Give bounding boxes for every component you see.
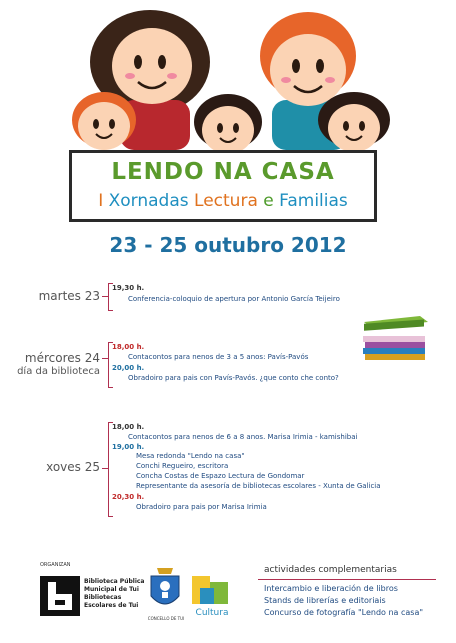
event-description: Conferencia-coloquio de apertura por Antonio García Teijeiro — [128, 295, 340, 303]
day-thursday: xoves 25 — [46, 460, 100, 474]
subtitle-familias: Familias — [279, 191, 348, 211]
event-description: Mesa redonda "Lendo na casa" — [136, 452, 245, 460]
day-tuesday: martes 23 — [38, 289, 100, 303]
event-description: Contacontos para nenos de 3 a 5 anos: Pavís-Pavós — [128, 353, 309, 361]
concello-label: CONCELLO DE TUI — [147, 616, 185, 621]
event-time: 19,00 h. — [112, 443, 145, 451]
day-wednesday-subtitle: día da biblioteca — [17, 366, 100, 377]
event-description: Concha Costas de Espazo Lectura de Gondomar — [136, 472, 305, 480]
concello-crest-icon — [148, 566, 182, 616]
books-icon — [360, 312, 432, 362]
family-illustration — [60, 0, 400, 160]
event-time: 20,00 h. — [112, 364, 145, 372]
complementary-item: Concurso de fotografía "Lendo na casa" — [264, 608, 424, 617]
event-description: Conchi Regueiro, escritora — [136, 462, 229, 470]
subtitle-xornadas: Xornadas — [108, 191, 189, 211]
organizers-label: ORGANIZAN — [40, 562, 71, 568]
library-line: Escolares de Tui — [84, 602, 139, 609]
event-description: Obradoiro para pais por Marisa Irimia — [136, 503, 267, 511]
event-description: Obradoiro para pais con Pavís-Pavós. ¿que conto che conto? — [128, 374, 339, 382]
day-wednesday: mércores 24 — [24, 351, 100, 365]
library-name — [84, 578, 144, 610]
event-time: 18,00 h. — [112, 423, 145, 431]
complementary-item: Intercambio e liberación de libros — [264, 584, 398, 593]
title-box — [69, 150, 377, 222]
cultura-logo — [190, 572, 232, 608]
library-line: Municipal de Tui — [84, 586, 139, 593]
page-subtitle — [72, 191, 374, 211]
event-time: 20,30 h. — [112, 493, 145, 501]
day-bracket — [108, 422, 113, 517]
complementary-activities-title: actividades complementarias — [264, 565, 397, 575]
event-dates: 23 - 25 outubro 2012 — [109, 233, 347, 257]
event-description: Representante da asesoría de bibliotecas escolares - Xunta de Galicia — [136, 482, 381, 490]
library-line: Biblioteca Pública — [84, 578, 145, 585]
subtitle-lectura: Lectura — [194, 191, 258, 211]
library-line: Bibliotecas — [84, 594, 122, 601]
complementary-divider — [258, 579, 436, 580]
cultura-label: Cultura — [195, 608, 229, 618]
event-time: 19,30 h. — [112, 284, 145, 292]
library-logo — [40, 576, 80, 616]
page-title: LENDO NA CASA — [111, 159, 335, 185]
complementary-item: Stands de librerías e editoriais — [264, 596, 386, 605]
event-time: 18,00 h. — [112, 343, 145, 351]
subtitle-e: e — [263, 191, 274, 211]
event-description: Contacontos para nenos de 6 a 8 anos. Marisa Irimia - kamishibai — [128, 433, 358, 441]
subtitle-i: I — [98, 191, 104, 211]
